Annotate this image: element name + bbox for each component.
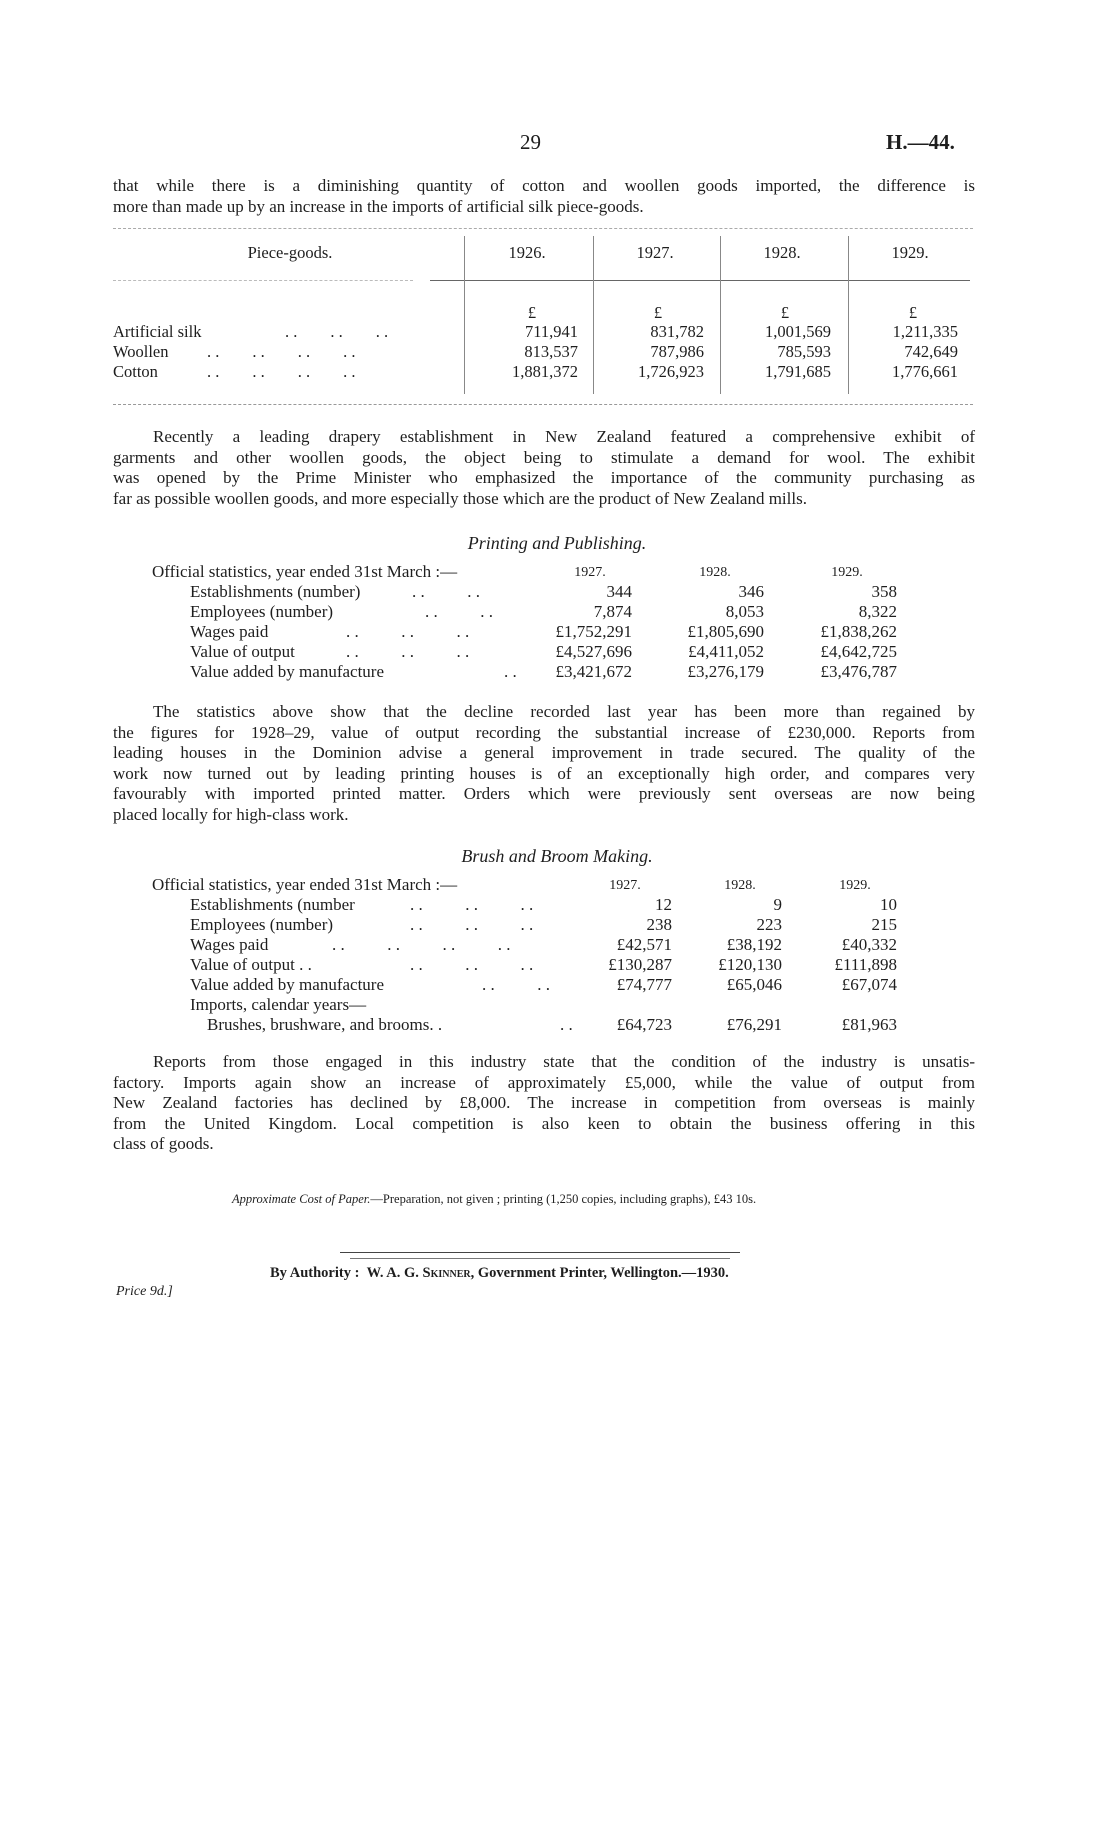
page-number: 29 bbox=[520, 130, 541, 154]
stats-cell: £65,046 bbox=[726, 975, 782, 994]
stats-row-leader: . . bbox=[504, 662, 517, 681]
table-header-label: Piece-goods. bbox=[247, 243, 333, 262]
stats-cell: £74,777 bbox=[616, 975, 672, 994]
stats-cell: £42,571 bbox=[616, 935, 672, 954]
stats-row-label: Establishments (number) bbox=[190, 582, 361, 601]
table-row-label: Artificial silk bbox=[113, 322, 202, 341]
stats-cell: £67,074 bbox=[841, 975, 897, 994]
stats-cell: £4,642,725 bbox=[820, 642, 897, 661]
authority-suffix: , Government Printer, Wellington.—1930. bbox=[470, 1265, 729, 1281]
table-cell: 742,649 bbox=[904, 342, 958, 361]
stats-row-leader: . . . . bbox=[482, 975, 550, 994]
stats-cell: £81,963 bbox=[841, 1015, 897, 1034]
table-cell: 831,782 bbox=[650, 322, 704, 341]
table-header-year: 1927. bbox=[636, 243, 674, 262]
intro-paragraph: that while there is a diminishing quantity of cotton and woollen goods imported, the difference is more than made up by an increase in the imports of artificial silk piece-goods. bbox=[113, 176, 975, 216]
stats-cell: 344 bbox=[606, 582, 632, 601]
stats-cell: 238 bbox=[646, 915, 672, 934]
stats-row-leader: . . . . bbox=[425, 602, 493, 621]
stats-intro: Official statistics, year ended 31st March :— bbox=[152, 562, 458, 581]
section-heading-brush: Brush and Broom Making. bbox=[461, 846, 653, 866]
authority-line bbox=[270, 1265, 729, 1282]
stats-cell: £3,276,179 bbox=[687, 662, 764, 681]
stats-row-leader: . . bbox=[560, 1015, 573, 1034]
stats-cell: 7,874 bbox=[593, 602, 632, 621]
printer-name: Skinner bbox=[422, 1265, 471, 1281]
stats-row-label: Wages paid bbox=[190, 622, 269, 641]
stats-cell: £40,332 bbox=[841, 935, 897, 954]
stats-cell: 8,322 bbox=[858, 602, 897, 621]
stats-cell: 215 bbox=[871, 915, 897, 934]
stats-year: 1928. bbox=[724, 878, 756, 893]
table-cell: 1,211,335 bbox=[892, 322, 958, 341]
stats-cell: £111,898 bbox=[834, 955, 897, 974]
stats-cell: £130,287 bbox=[608, 955, 672, 974]
table-cell: 785,593 bbox=[777, 342, 831, 361]
stats-intro: Official statistics, year ended 31st March :— bbox=[152, 875, 458, 894]
authority-prefix: By Authority : bbox=[270, 1265, 360, 1281]
printing-paragraph: The statistics above show that the decline recorded last year has been more than regained by the figures for 1928–29, value of output recording the substantial increase of £230,000. Reports from leading houses in the Dominion advise a general improvement in trade secured. The quality of the work now turned out by leading printing houses is of an exceptionally high order, and compares very favourably with imported printed matter. Orders which were previously sent overseas are now being placed locally for high-class work. bbox=[113, 702, 975, 824]
stats-row-leader: . . . . bbox=[412, 582, 480, 601]
stats-cell: 9 bbox=[773, 895, 782, 914]
stats-row-label: Value of output bbox=[190, 642, 295, 661]
stats-cell: £64,723 bbox=[616, 1015, 672, 1034]
stats-row-leader: . . . . . . bbox=[410, 895, 534, 914]
table-cell: 711,941 bbox=[524, 322, 578, 341]
table-header-year: 1929. bbox=[891, 243, 929, 262]
stats-year: 1927. bbox=[609, 878, 641, 893]
table-header-year: 1926. bbox=[508, 243, 546, 262]
stats-cell: £120,130 bbox=[718, 955, 782, 974]
stats-cell: 12 bbox=[655, 895, 672, 914]
stats-row-leader: . . . . . . bbox=[410, 915, 534, 934]
imports-label: Imports, calendar years— bbox=[190, 995, 367, 1014]
printer-initials: W. A. G. bbox=[366, 1265, 419, 1281]
table-row-leader: . . . . . . . . bbox=[207, 362, 356, 381]
drapery-paragraph: Recently a leading drapery establishment in New Zealand featured a comprehensive exhibit of garments and other woollen goods, the object being to stimulate a demand for wool. The exhibit was opened by the Prime Minister who emphasized the importance of the community purchasing as far as possible woollen goods, and more especially those which are the product of New Zealand mills. bbox=[113, 427, 975, 508]
stats-row-label: Wages paid bbox=[190, 935, 269, 954]
stats-row-label: Value added by manufacture bbox=[190, 975, 384, 994]
stats-cell: £1,805,690 bbox=[687, 622, 764, 641]
currency-symbol: £ bbox=[527, 303, 537, 322]
stats-row-leader: . . . . . . . . bbox=[332, 935, 511, 954]
stats-cell: £4,527,696 bbox=[555, 642, 632, 661]
stats-year: 1929. bbox=[831, 565, 863, 580]
stats-cell: £3,476,787 bbox=[820, 662, 897, 681]
stats-cell: £4,411,052 bbox=[688, 642, 764, 661]
table-row-label: Woollen bbox=[113, 342, 169, 361]
table-cell: 1,791,685 bbox=[765, 362, 831, 381]
table-cell: 787,986 bbox=[650, 342, 704, 361]
stats-cell: 346 bbox=[738, 582, 764, 601]
stats-row-label: Employees (number) bbox=[190, 602, 334, 621]
table-header-year: 1928. bbox=[763, 243, 801, 262]
currency-symbol: £ bbox=[908, 303, 918, 322]
document-code: H.—44. bbox=[886, 130, 955, 154]
stats-row-label: Value added by manufacture bbox=[190, 662, 384, 681]
table-row-label: Cotton bbox=[113, 362, 158, 381]
brush-paragraph: Reports from those engaged in this industry state that the condition of the industry is unsatis- factory. Imports again show an increase of approximately £5,000, while the value of output from New Zealand factories has declined by £8,000. The increase in competition from overseas is mainly from the United Kingdom. Local competition is also keen to obtain the business offering in this class of goods. bbox=[113, 1052, 975, 1153]
table-cell: 813,537 bbox=[524, 342, 578, 361]
stats-cell: £3,421,672 bbox=[555, 662, 632, 681]
stats-cell: 10 bbox=[880, 895, 897, 914]
cost-note bbox=[232, 1192, 756, 1207]
table-row-leader: . . . . . . . . bbox=[207, 342, 356, 361]
section-heading-printing: Printing and Publishing. bbox=[467, 533, 647, 553]
stats-year: 1928. bbox=[699, 565, 731, 580]
table-cell: 1,776,661 bbox=[892, 362, 958, 381]
stats-row-leader: . . . . . . bbox=[410, 955, 534, 974]
stats-row-label: Employees (number) bbox=[190, 915, 334, 934]
table-cell: 1,726,923 bbox=[638, 362, 704, 381]
cost-note-label: Approximate Cost of Paper. bbox=[232, 1192, 371, 1206]
stats-row-leader: . . . . . . bbox=[346, 622, 470, 641]
stats-cell: £1,752,291 bbox=[555, 622, 632, 641]
stats-cell: £38,192 bbox=[726, 935, 782, 954]
stats-row-label: Value of output . . bbox=[190, 955, 312, 974]
currency-symbol: £ bbox=[653, 303, 663, 322]
cost-note-text: —Preparation, not given ; printing (1,250 copies, including graphs), £43 10s. bbox=[370, 1192, 757, 1206]
stats-cell: 223 bbox=[756, 915, 782, 934]
price-label: Price 9d.] bbox=[116, 1284, 173, 1299]
stats-cell: 8,053 bbox=[725, 602, 764, 621]
stats-row-label: Establishments (number bbox=[190, 895, 355, 914]
currency-symbol: £ bbox=[780, 303, 790, 322]
table-cell: 1,001,569 bbox=[765, 322, 831, 341]
stats-cell: £76,291 bbox=[726, 1015, 782, 1034]
stats-row-label: Brushes, brushware, and brooms. . bbox=[207, 1015, 443, 1034]
stats-year: 1929. bbox=[839, 878, 871, 893]
table-cell: 1,881,372 bbox=[512, 362, 578, 381]
stats-cell: 358 bbox=[871, 582, 897, 601]
table-row-leader: . . . . . . bbox=[285, 322, 389, 341]
stats-cell: £1,838,262 bbox=[820, 622, 897, 641]
stats-row-leader: . . . . . . bbox=[346, 642, 470, 661]
stats-year: 1927. bbox=[574, 565, 606, 580]
